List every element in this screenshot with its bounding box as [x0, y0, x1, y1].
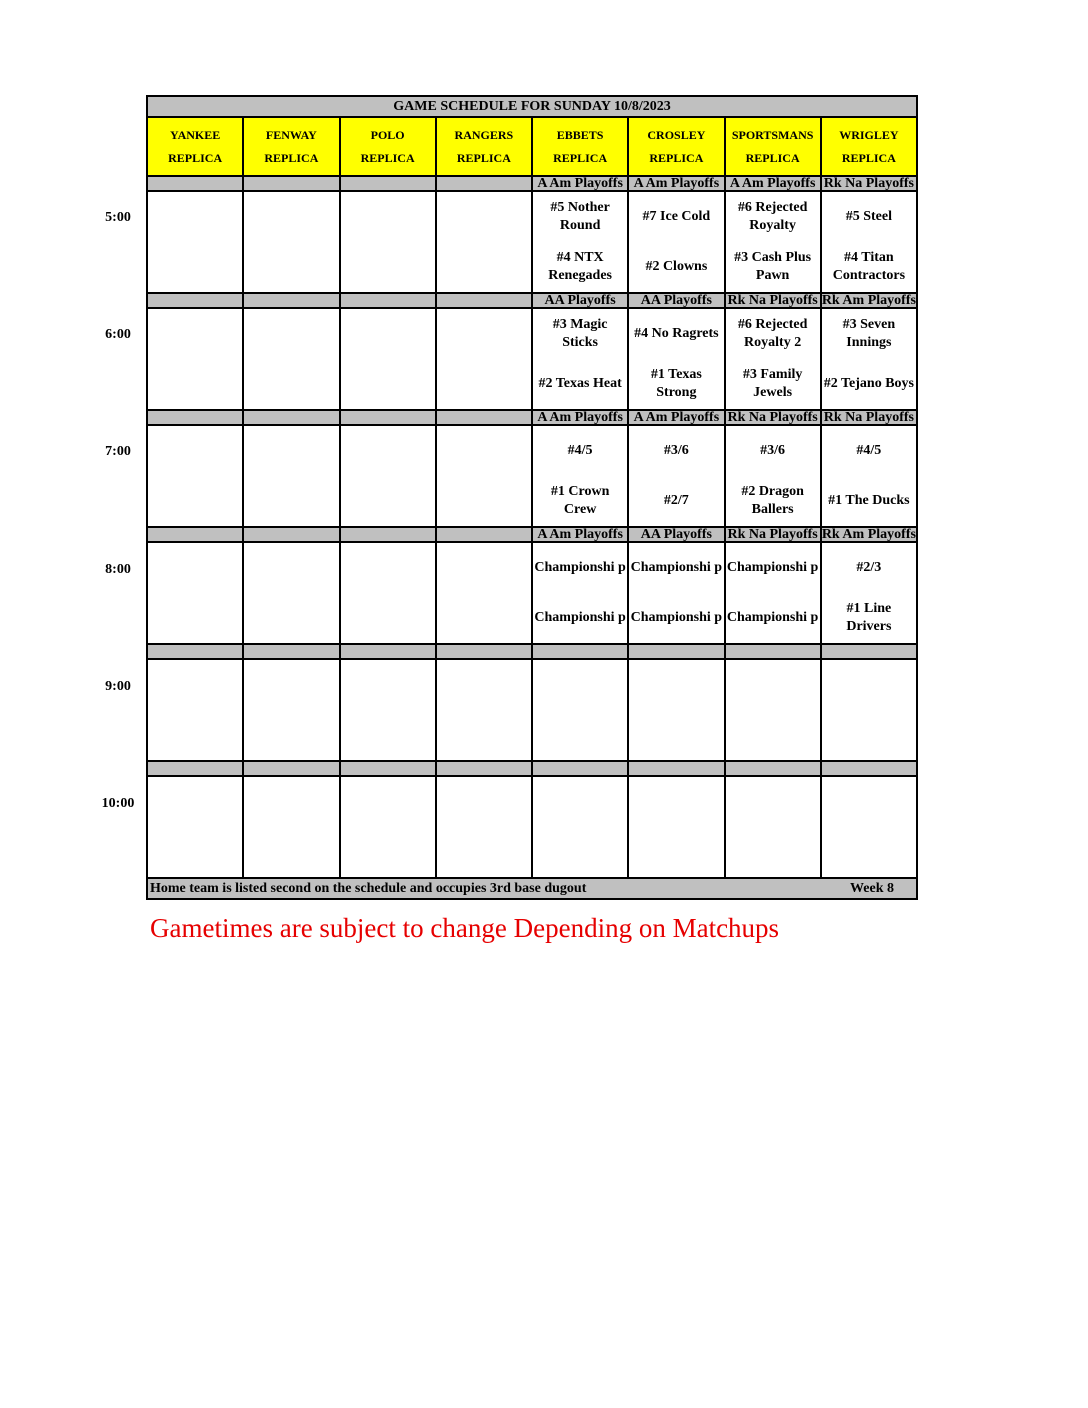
away-team: [533, 309, 627, 359]
field-name: WRIGLEY: [839, 127, 899, 142]
home-team: [629, 476, 723, 526]
game-row: [147, 776, 917, 878]
home-team-name: Championshi p: [726, 610, 819, 625]
division-label: A Am Playoffs: [532, 410, 628, 425]
game-cell: [340, 542, 436, 644]
field-subtitle: REPLICA: [649, 150, 704, 165]
field-name: EBBETS: [556, 127, 604, 142]
division-label: [243, 644, 339, 659]
game-cell: [532, 659, 628, 761]
division-label: Rk Na Playoffs: [821, 410, 917, 425]
game-cell: [628, 191, 724, 293]
game-cell: [243, 191, 339, 293]
game-cell: [243, 659, 339, 761]
division-label: [147, 410, 243, 425]
field-header: [725, 117, 821, 176]
division-label: Rk Na Playoffs: [821, 176, 917, 191]
game-row: [147, 425, 917, 527]
game-cell: [243, 542, 339, 644]
division-label: A Am Playoffs: [725, 176, 821, 191]
division-label: [243, 527, 339, 542]
division-label: [436, 176, 532, 191]
away-team: [726, 543, 820, 593]
field-header: [436, 117, 532, 176]
division-label: Rk Am Playoffs: [821, 293, 916, 308]
game-cell: [628, 776, 724, 878]
game-cell: [147, 425, 243, 527]
field-name: POLO: [370, 127, 405, 142]
game-cell: [436, 425, 532, 527]
home-team-name: #3 Cash Plus Pawn: [734, 250, 812, 283]
division-label: [340, 176, 436, 191]
game-cell: [725, 776, 821, 878]
field-subtitle: REPLICA: [456, 150, 511, 165]
division-label: [243, 293, 339, 308]
home-team-name: Championshi p: [630, 610, 723, 625]
game-cell: [628, 659, 724, 761]
time-label: 8:00: [105, 562, 131, 577]
game-cell: [243, 308, 339, 410]
game-cell: [628, 308, 724, 410]
game-row: [147, 542, 917, 644]
away-team: [822, 426, 916, 476]
footer-cell: [147, 878, 917, 899]
field-header-row: [147, 117, 917, 176]
away-team: [629, 543, 723, 593]
division-label: AA Playoffs: [628, 527, 724, 542]
division-label: [340, 644, 436, 659]
division-label: A Am Playoffs: [532, 176, 628, 191]
home-team-note: Home team is listed second on the schedule and occupies 3rd base dugout: [150, 881, 587, 896]
home-team: [629, 242, 723, 292]
game-cell: [436, 776, 532, 878]
division-label: [436, 644, 532, 659]
game-cell: [628, 425, 724, 527]
home-team-name: #4 Titan Contractors: [832, 250, 906, 283]
division-label-row: [147, 761, 917, 776]
division-label-row: [147, 293, 917, 308]
away-team: [629, 192, 723, 242]
field-header: [532, 117, 628, 176]
game-cell: [628, 542, 724, 644]
division-label: [628, 761, 724, 776]
game-cell: [821, 308, 917, 410]
division-label: [436, 410, 532, 425]
game-cell: [436, 542, 532, 644]
home-team: [726, 593, 820, 643]
division-label: [340, 293, 436, 308]
home-team-name: Championshi p: [534, 610, 626, 625]
game-cell: [436, 191, 532, 293]
away-team: [629, 309, 723, 359]
division-label: [340, 761, 436, 776]
division-label: [821, 644, 917, 659]
field-name: YANKEE: [170, 127, 221, 142]
game-cell: [340, 191, 436, 293]
division-label: [436, 761, 532, 776]
division-label: [725, 644, 821, 659]
away-team-name: #3 Seven Innings: [842, 317, 896, 350]
game-cell: [725, 191, 821, 293]
away-team-name: Championshi p: [630, 560, 723, 575]
away-team: [726, 426, 820, 476]
field-header: [340, 117, 436, 176]
field-name: SPORTSMANS: [731, 127, 814, 142]
game-cell: [147, 659, 243, 761]
game-cell: [821, 425, 917, 527]
home-team-name: #2 Tejano Boys: [823, 376, 914, 391]
away-team: [822, 309, 916, 359]
field-header: [628, 117, 724, 176]
home-team-name: #2/7: [663, 493, 689, 508]
away-team-name: #3 Magic Sticks: [552, 317, 608, 350]
away-team-name: #7 Ice Cold: [642, 209, 711, 224]
home-team: [533, 242, 627, 292]
field-header: [243, 117, 339, 176]
home-team: [822, 476, 916, 526]
home-team-name: #2 Dragon Ballers: [741, 484, 804, 517]
division-label: [147, 761, 243, 776]
division-label: [532, 761, 628, 776]
field-header: [147, 117, 243, 176]
schedule-table: [146, 95, 918, 900]
home-team-name: #1 The Ducks: [828, 493, 910, 508]
field-subtitle: REPLICA: [745, 150, 800, 165]
division-label: AA Playoffs: [532, 293, 628, 308]
division-label: [340, 410, 436, 425]
division-label: Rk Na Playoffs: [725, 293, 821, 308]
away-team-name: #3/6: [663, 443, 689, 458]
division-label: [147, 527, 243, 542]
division-label: Rk Na Playoffs: [725, 527, 821, 542]
field-header: [821, 117, 917, 176]
game-cell: [243, 776, 339, 878]
home-team-name: #3 Family Jewels: [742, 367, 803, 400]
away-team-name: Championshi p: [726, 560, 819, 575]
game-cell: [147, 191, 243, 293]
home-team-name: #1 Texas Strong: [650, 367, 702, 400]
game-row: [147, 659, 917, 761]
game-cell: [725, 542, 821, 644]
week-label: Week 8: [850, 881, 894, 896]
home-team-name: #2 Clowns: [645, 259, 708, 274]
game-cell: [436, 659, 532, 761]
game-cell: [821, 659, 917, 761]
time-label: 9:00: [105, 679, 131, 694]
game-cell: [147, 776, 243, 878]
home-team: [726, 242, 820, 292]
away-team-name: #4/5: [856, 443, 882, 458]
away-team-name: #5 Nother Round: [550, 200, 610, 233]
away-team-name: #4/5: [567, 443, 593, 458]
away-team: [822, 192, 916, 242]
away-team: [822, 543, 916, 593]
division-label: Rk Am Playoffs: [821, 527, 916, 542]
time-label: 7:00: [105, 444, 131, 459]
footer-row: [147, 878, 917, 899]
game-row: [147, 308, 917, 410]
game-cell: [436, 308, 532, 410]
division-label-row: [147, 527, 917, 542]
home-team-name: #1 Crown Crew: [550, 484, 610, 517]
home-team: [822, 359, 916, 409]
division-label: [243, 410, 339, 425]
time-label: 6:00: [105, 327, 131, 342]
away-team: [726, 309, 820, 359]
division-label: AA Playoffs: [628, 293, 724, 308]
game-cell: [532, 425, 628, 527]
division-label: [243, 176, 339, 191]
home-team: [629, 359, 723, 409]
field-subtitle: REPLICA: [264, 150, 319, 165]
home-team: [726, 359, 820, 409]
away-team-name: Championshi p: [534, 560, 626, 575]
division-label: [821, 761, 917, 776]
home-team: [726, 476, 820, 526]
home-team: [533, 359, 627, 409]
game-cell: [821, 191, 917, 293]
home-team: [822, 593, 916, 643]
away-team-name: #6 Rejected Royalty: [737, 200, 808, 233]
home-team: [629, 593, 723, 643]
division-label: A Am Playoffs: [628, 410, 724, 425]
division-label: [532, 644, 628, 659]
division-label-row: [147, 176, 917, 191]
field-subtitle: REPLICA: [841, 150, 896, 165]
division-label: A Am Playoffs: [532, 527, 628, 542]
schedule-sheet: [146, 95, 918, 900]
away-team: [726, 192, 820, 242]
game-cell: [821, 542, 917, 644]
field-name: FENWAY: [265, 127, 317, 142]
game-cell: [532, 191, 628, 293]
schedule-title: GAME SCHEDULE FOR SUNDAY 10/8/2023: [147, 96, 917, 117]
game-row: [147, 191, 917, 293]
time-label: 10:00: [101, 796, 135, 811]
game-cell: [147, 308, 243, 410]
game-cell: [340, 425, 436, 527]
game-cell: [340, 308, 436, 410]
field-name: RANGERS: [454, 127, 514, 142]
home-team-name: #4 NTX Renegades: [548, 250, 613, 283]
title-row: [147, 96, 917, 117]
division-label: [147, 293, 243, 308]
away-team: [629, 426, 723, 476]
division-label: [340, 527, 436, 542]
game-cell: [243, 425, 339, 527]
field-subtitle: REPLICA: [168, 150, 223, 165]
away-team: [533, 426, 627, 476]
away-team-name: #2/3: [856, 560, 882, 575]
game-cell: [532, 776, 628, 878]
schedule-notice: Gametimes are subject to change Depending on Matchups: [150, 913, 780, 943]
game-cell: [821, 776, 917, 878]
game-cell: [147, 542, 243, 644]
game-cell: [725, 425, 821, 527]
division-label: [725, 761, 821, 776]
away-team: [533, 543, 627, 593]
away-team: [533, 192, 627, 242]
home-team-name: #2 Texas Heat: [538, 376, 622, 391]
time-label: 5:00: [105, 210, 131, 225]
division-label: [147, 644, 243, 659]
division-label: [436, 527, 532, 542]
game-cell: [725, 659, 821, 761]
game-cell: [340, 659, 436, 761]
field-subtitle: REPLICA: [553, 150, 608, 165]
division-label: [147, 176, 243, 191]
home-team: [822, 242, 916, 292]
game-cell: [532, 542, 628, 644]
game-cell: [532, 308, 628, 410]
away-team-name: #3/6: [760, 443, 786, 458]
game-cell: [725, 308, 821, 410]
division-label: A Am Playoffs: [628, 176, 724, 191]
away-team-name: #4 No Ragrets: [634, 326, 719, 341]
division-label: [628, 644, 724, 659]
division-label: [243, 761, 339, 776]
division-label-row: [147, 410, 917, 425]
home-team: [533, 593, 627, 643]
home-team: [533, 476, 627, 526]
away-team-name: #6 Rejected Royalty 2: [737, 317, 808, 350]
away-team-name: #5 Steel: [845, 209, 892, 224]
home-team-name: #1 Line Drivers: [846, 601, 892, 634]
division-label: Rk Na Playoffs: [725, 410, 821, 425]
field-subtitle: REPLICA: [360, 150, 415, 165]
division-label-row: [147, 644, 917, 659]
field-name: CROSLEY: [647, 127, 706, 142]
game-cell: [340, 776, 436, 878]
division-label: [436, 293, 532, 308]
